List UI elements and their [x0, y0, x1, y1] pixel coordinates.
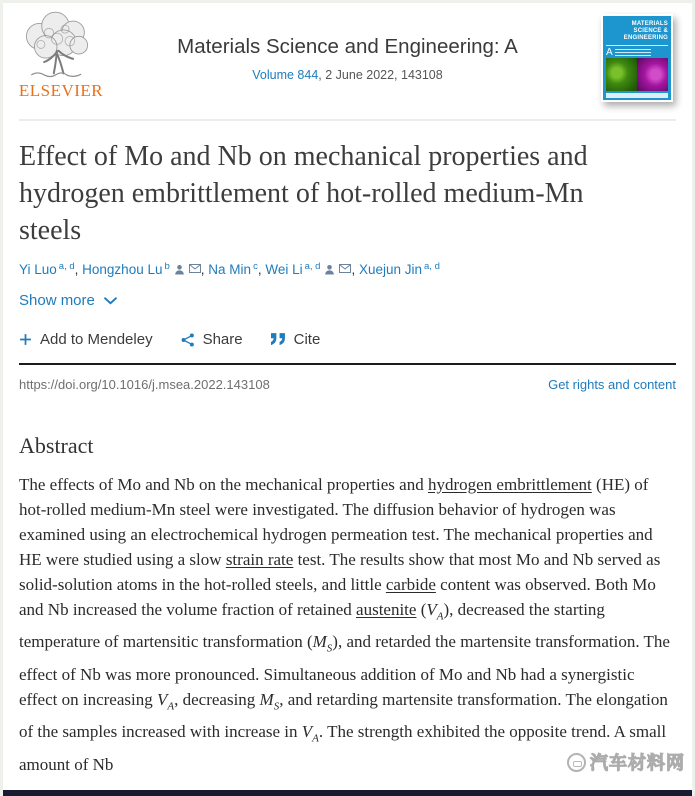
abstract-heading: Abstract: [19, 433, 94, 458]
elsevier-wordmark: ELSEVIER: [18, 81, 104, 100]
quote-icon: [271, 333, 286, 346]
variable-va: $V_A$: [156, 689, 175, 713]
topic-link-austenite[interactable]: austenite: [356, 600, 417, 619]
email-icon: [189, 264, 201, 275]
get-rights-link[interactable]: Get rights and content: [548, 377, 676, 392]
volume-issue-line: [113, 68, 582, 82]
volume-link[interactable]: Volume 844: [252, 68, 319, 82]
email-icon: [339, 264, 351, 275]
share-button[interactable]: [181, 331, 243, 348]
variable-ms: $M_S$: [312, 632, 333, 655]
abstract-segment: The effects of Mo and Nb on the mechanical properties and: [19, 475, 428, 494]
author-separator: ,: [351, 262, 359, 277]
author-affiliation-sup: a, d: [304, 261, 321, 272]
abstract-section: [19, 433, 676, 777]
elsevier-logo[interactable]: [15, 9, 107, 101]
header-divider: [19, 119, 676, 121]
abstract-segment: . The strength exhibited the opposite trend. A small amount of Nb: [19, 722, 667, 774]
variable-va: $V_A$: [301, 722, 319, 745]
abstract-segment: ), and retarded the martensite transformation. The effect of Nb was more pronounced. Simultaneous addition of Mo and Nb had a synergistic effect on increasing: [19, 632, 670, 709]
watermark-text: 汽车材料网: [590, 753, 685, 773]
add-to-mendeley-label: Add to Mendeley: [40, 331, 153, 348]
plus-icon: [19, 333, 32, 346]
cover-series-letter: A: [606, 47, 613, 58]
topic-link-carbide[interactable]: carbide: [385, 575, 436, 594]
cite-label: Cite: [293, 331, 321, 348]
abstract-segment: content was observed. Both Mo and Nb increased the volume fraction of retained: [19, 575, 656, 619]
abstract-segment: , and retarding martensite transformation. The elongation of the samples increased with increase in: [19, 689, 668, 742]
topic-link-hydrogen-embrittlement[interactable]: hydrogen embrittlement: [427, 475, 592, 494]
share-label: Share: [202, 331, 243, 348]
author-separator: ,: [200, 262, 209, 277]
author-affiliation-sup: c: [253, 261, 258, 272]
issue-info: , 2 June 2022, 143108: [318, 68, 443, 82]
show-more-label: Show more: [19, 292, 95, 309]
action-bar: [19, 331, 676, 348]
journal-title-link[interactable]: Materials Science and Engineering: A: [177, 35, 518, 58]
elsevier-tree-logo: [15, 9, 107, 83]
cover-masthead: MATERIALS SCIENCE & ENGINEERING: [623, 21, 668, 41]
abstract-text: [19, 472, 676, 777]
article-content: [3, 138, 692, 777]
section-divider: [19, 363, 676, 365]
abstract-segment: , decreasing: [174, 689, 260, 709]
corresponding-author-icon: [324, 264, 335, 275]
cover-footer-strip: [606, 93, 668, 98]
author: [82, 262, 201, 277]
author: [19, 262, 75, 277]
journal-header: [3, 3, 692, 119]
cover-series-subtext: [615, 49, 651, 57]
author-list: [19, 262, 676, 277]
author-separator: ,: [74, 262, 83, 277]
doi-row: [19, 377, 676, 392]
abstract-segment: test. The results show that most Mo and Nb served as solid-solution atoms in the hot-rolled steels, and little: [19, 550, 661, 594]
bottom-edge-bar: [3, 790, 692, 796]
cover-series-row: [606, 45, 668, 58]
author-name-link[interactable]: Hongzhou Lu: [82, 262, 163, 277]
variable-va: $V_A$: [426, 600, 444, 623]
corresponding-author-icon: [174, 264, 185, 275]
cite-button[interactable]: [271, 331, 321, 348]
author: [208, 262, 258, 277]
author-affiliation-sup: a, d: [424, 261, 440, 272]
doi-link[interactable]: https://doi.org/10.1016/j.msea.2022.143108: [19, 377, 270, 392]
journal-cover-thumbnail[interactable]: [601, 14, 673, 102]
author: [359, 262, 440, 277]
show-more-button[interactable]: [19, 292, 117, 309]
variable-ms: $M_S$: [259, 689, 280, 713]
author-name-link[interactable]: Wei Li: [265, 262, 303, 277]
author-affiliation-sup: a, d: [58, 261, 75, 272]
author-separator: ,: [257, 262, 266, 277]
abstract-segment: (HE) of hot-rolled medium-Mn steel were investigated. The diffusion behavior of hydrogen was examined using an electrochemical hydrogen permeation test. The mechanical properties and HE were studied using a slow: [19, 475, 653, 569]
author-affiliation-sup: b: [164, 261, 170, 272]
chevron-down-icon: [104, 297, 117, 305]
topic-link-strain-rate[interactable]: strain rate: [225, 550, 294, 569]
abstract-segment: (: [416, 600, 427, 619]
author-name-link[interactable]: Xuejun Jin: [358, 262, 423, 277]
author-name-link[interactable]: Na Min: [208, 262, 252, 277]
article-title: Effect of Mo and Nb on mechanical properties and hydrogen embrittlement of hot-rolled medium-Mn steels: [19, 141, 588, 246]
add-to-mendeley-button[interactable]: [19, 331, 153, 348]
cover-microstructure-image: [606, 58, 668, 91]
abstract-segment: ), decreased the starting temperature of martensitic transformation (: [19, 600, 605, 652]
journal-title-block: [113, 35, 582, 82]
share-icon: [181, 333, 195, 347]
author-name-link[interactable]: Yi Luo: [19, 262, 57, 277]
author: [265, 262, 351, 277]
journal-cover-art: [603, 16, 671, 100]
